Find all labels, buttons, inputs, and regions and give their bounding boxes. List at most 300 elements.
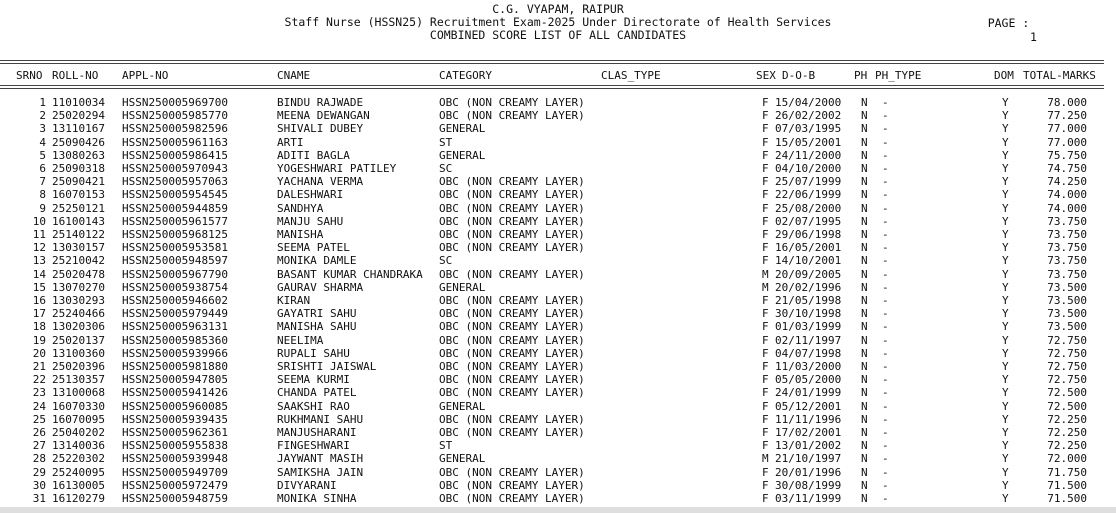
cell-ph-type: -	[882, 267, 889, 281]
table-row	[0, 241, 1116, 254]
cell-ph: N	[861, 96, 868, 109]
cell-dob: 14/10/2001	[775, 254, 842, 268]
cell-cname: MEENA DEWANGAN	[277, 109, 370, 123]
cell-roll: 13020306	[52, 320, 105, 334]
cell-category: OBC (NON CREAMY LAYER)	[439, 320, 585, 334]
cell-dob: 01/03/1999	[775, 320, 842, 334]
cell-dom: Y	[1002, 386, 1009, 400]
cell-dob: 02/07/1995	[775, 214, 842, 228]
cell-ph: N	[861, 452, 868, 466]
cell-srno: 7	[39, 175, 46, 189]
cell-ph-type: -	[882, 492, 889, 505]
cell-category: OBC (NON CREAMY LAYER)	[439, 492, 585, 505]
cell-total: 73.500	[1047, 294, 1087, 307]
cell-appl: HSSN250005954545	[122, 188, 228, 202]
table-row	[0, 162, 1116, 175]
cell-sex: F	[762, 122, 769, 136]
cell-ph: N	[861, 426, 868, 439]
cell-dob: 05/05/2000	[775, 373, 842, 387]
cell-ph-type: -	[882, 201, 889, 215]
cell-sex: F	[762, 333, 769, 347]
cell-appl: HSSN250005985360	[122, 333, 228, 347]
cell-srno: 6	[39, 162, 46, 175]
cell-roll: 25220302	[52, 452, 105, 466]
cell-roll: 13110167	[52, 122, 105, 136]
cell-ph-type: -	[882, 122, 889, 136]
cell-ph: N	[861, 148, 868, 162]
cell-ph-type: -	[882, 188, 889, 202]
cell-cname: MANJU SAHU	[277, 214, 344, 228]
cell-ph-type: -	[882, 373, 889, 387]
cell-dom: Y	[1002, 96, 1009, 109]
cell-category: OBC (NON CREAMY LAYER)	[439, 109, 585, 123]
cell-appl: HSSN250005948597	[122, 254, 228, 268]
cell-dob: 30/10/1998	[775, 307, 842, 321]
cell-dom: Y	[1002, 201, 1009, 215]
cell-cname: JAYWANT MASIH	[277, 452, 364, 466]
cell-sex: F	[762, 307, 769, 321]
cell-cname: SEEMA KURMI	[277, 373, 350, 387]
cell-category: OBC (NON CREAMY LAYER)	[439, 228, 585, 241]
cell-ph: N	[861, 346, 868, 360]
cell-ph-type: -	[882, 96, 889, 109]
cell-total: 72.500	[1047, 399, 1087, 413]
cell-total: 72.000	[1047, 452, 1087, 466]
cell-total: 73.500	[1047, 307, 1087, 321]
cell-total: 72.750	[1047, 373, 1087, 387]
cell-sex: F	[762, 478, 769, 492]
table-row	[0, 373, 1116, 386]
cell-roll: 13100360	[52, 346, 105, 360]
cell-ph: N	[861, 109, 868, 123]
table-row	[0, 466, 1116, 479]
cell-roll: 25090421	[52, 175, 105, 189]
cell-srno: 25	[32, 412, 46, 426]
cell-ph: N	[861, 162, 868, 175]
cell-appl: HSSN250005968125	[122, 228, 228, 241]
table-row	[0, 268, 1116, 281]
cell-sex: F	[762, 412, 769, 426]
cell-category: SC	[439, 254, 453, 268]
cell-dob: 17/02/2001	[775, 426, 842, 439]
cell-cname: SAMIKSHA JAIN	[277, 465, 364, 479]
cell-appl: HSSN250005957063	[122, 175, 228, 189]
cell-dob: 20/09/2005	[775, 267, 842, 281]
cell-sex: F	[762, 241, 769, 255]
cell-total: 74.000	[1047, 188, 1087, 202]
cell-ph: N	[861, 320, 868, 334]
cell-total: 75.750	[1047, 148, 1087, 162]
cell-sex: F	[762, 426, 769, 439]
cell-ph: N	[861, 478, 868, 492]
cell-dom: Y	[1002, 122, 1009, 136]
cell-ph: N	[861, 307, 868, 321]
header-rule-top	[0, 60, 1104, 64]
cell-roll: 16130005	[52, 478, 105, 492]
cell-category: GENERAL	[439, 148, 486, 162]
cell-roll: 25090318	[52, 162, 105, 175]
cell-cname: MANISHA SAHU	[277, 320, 357, 334]
cell-category: OBC (NON CREAMY LAYER)	[439, 307, 585, 321]
table-row	[0, 281, 1116, 294]
cell-total: 72.500	[1047, 386, 1087, 400]
cell-ph: N	[861, 254, 868, 268]
cell-sex: F	[762, 96, 769, 109]
cell-dom: Y	[1002, 214, 1009, 228]
cell-cname: MANJUSHARANI	[277, 426, 357, 439]
cell-dom: Y	[1002, 228, 1009, 241]
cell-dom: Y	[1002, 320, 1009, 334]
cell-appl: HSSN250005979449	[122, 307, 228, 321]
cell-srno: 30	[32, 478, 46, 492]
cell-roll: 13030157	[52, 241, 105, 255]
cell-roll: 25020294	[52, 109, 105, 123]
cell-dob: 04/07/1998	[775, 346, 842, 360]
cell-ph-type: -	[882, 333, 889, 347]
cell-srno: 1	[39, 96, 46, 109]
cell-sex: F	[762, 399, 769, 413]
cell-ph-type: -	[882, 307, 889, 321]
cell-dob: 13/01/2002	[775, 439, 842, 453]
cell-cname: ARTI	[277, 135, 304, 149]
cell-total: 74.250	[1047, 175, 1087, 189]
cell-total: 72.750	[1047, 346, 1087, 360]
cell-total: 72.750	[1047, 333, 1087, 347]
cell-cname: SRISHTI JAISWAL	[277, 360, 377, 373]
cell-cname: FINGESHWARI	[277, 439, 350, 453]
cell-total: 72.250	[1047, 412, 1087, 426]
cell-appl: HSSN250005948759	[122, 492, 228, 505]
cell-sex: F	[762, 135, 769, 149]
table-row	[0, 149, 1116, 162]
col-dom: DOM	[994, 69, 1014, 82]
cell-srno: 23	[32, 386, 46, 400]
cell-appl: HSSN250005939948	[122, 452, 228, 466]
cell-sex: F	[762, 346, 769, 360]
cell-srno: 26	[32, 426, 46, 439]
cell-sex: F	[762, 373, 769, 387]
cell-sex: F	[762, 386, 769, 400]
cell-dom: Y	[1002, 439, 1009, 453]
cell-dom: Y	[1002, 360, 1009, 373]
cell-dom: Y	[1002, 426, 1009, 439]
cell-ph-type: -	[882, 135, 889, 149]
cell-total: 71.500	[1047, 478, 1087, 492]
cell-roll: 25040202	[52, 426, 105, 439]
col-ph: PH	[854, 69, 868, 82]
cell-appl: HSSN250005955838	[122, 439, 228, 453]
cell-total: 73.750	[1047, 214, 1087, 228]
col-cname: CNAME	[277, 69, 311, 82]
cell-cname: GAURAV SHARMA	[277, 280, 364, 294]
cell-roll: 25130357	[52, 373, 105, 387]
cell-category: GENERAL	[439, 399, 486, 413]
cell-ph: N	[861, 465, 868, 479]
table-row	[0, 452, 1116, 465]
cell-roll: 25140122	[52, 228, 105, 241]
cell-cname: MONIKA DAMLE	[277, 254, 357, 268]
cell-roll: 25240466	[52, 307, 105, 321]
cell-dob: 15/05/2001	[775, 135, 842, 149]
cell-ph-type: -	[882, 452, 889, 466]
cell-category: OBC (NON CREAMY LAYER)	[439, 333, 585, 347]
cell-srno: 4	[39, 135, 46, 149]
cell-ph: N	[861, 399, 868, 413]
cell-appl: HSSN250005953581	[122, 241, 228, 255]
org-title: C.G. VYAPAM, RAIPUR	[492, 2, 624, 16]
cell-sex: F	[762, 492, 769, 505]
cell-roll: 25240095	[52, 465, 105, 479]
cell-roll: 25020396	[52, 360, 105, 373]
cell-total: 72.250	[1047, 439, 1087, 453]
cell-ph: N	[861, 280, 868, 294]
cell-ph-type: -	[882, 412, 889, 426]
cell-category: OBC (NON CREAMY LAYER)	[439, 96, 585, 109]
cell-dom: Y	[1002, 294, 1009, 307]
cell-total: 74.750	[1047, 162, 1087, 175]
col-clas-type: CLAS_TYPE	[601, 69, 661, 82]
page-number: 1	[1030, 30, 1037, 44]
column-header-row	[0, 69, 1116, 82]
table-row	[0, 307, 1116, 320]
cell-cname: BINDU RAJWADE	[277, 96, 364, 109]
cell-dom: Y	[1002, 373, 1009, 387]
cell-total: 71.500	[1047, 492, 1087, 505]
cell-category: OBC (NON CREAMY LAYER)	[439, 426, 585, 439]
cell-ph-type: -	[882, 360, 889, 373]
cell-ph: N	[861, 122, 868, 136]
page-label: PAGE :	[987, 16, 1030, 30]
col-ph-type: PH_TYPE	[875, 69, 922, 82]
cell-sex: F	[762, 360, 769, 373]
cell-dob: 25/08/2000	[775, 201, 842, 215]
cell-dob: 26/02/2002	[775, 109, 842, 123]
cell-dob: 15/04/2000	[775, 96, 842, 109]
cell-category: SC	[439, 162, 453, 175]
cell-dom: Y	[1002, 280, 1009, 294]
cell-cname: KIRAN	[277, 294, 311, 307]
table-row	[0, 347, 1116, 360]
cell-category: OBC (NON CREAMY LAYER)	[439, 214, 585, 228]
cell-appl: HSSN250005938754	[122, 280, 228, 294]
table-row	[0, 413, 1116, 426]
cell-appl: HSSN250005962361	[122, 426, 228, 439]
cell-sex: F	[762, 294, 769, 307]
cell-srno: 17	[32, 307, 46, 321]
cell-sex: F	[762, 465, 769, 479]
cell-appl: HSSN250005981880	[122, 360, 228, 373]
cell-dom: Y	[1002, 254, 1009, 268]
cell-srno: 5	[39, 148, 46, 162]
page-edge	[0, 507, 1116, 513]
cell-ph: N	[861, 439, 868, 453]
cell-ph-type: -	[882, 162, 889, 175]
cell-category: ST	[439, 439, 453, 453]
cell-cname: RUKHMANI SAHU	[277, 412, 364, 426]
cell-cname: DIVYARANI	[277, 478, 337, 492]
cell-srno: 10	[32, 214, 46, 228]
cell-dob: 22/06/1999	[775, 188, 842, 202]
cell-ph-type: -	[882, 175, 889, 189]
table-row	[0, 439, 1116, 452]
cell-roll: 16070095	[52, 412, 105, 426]
cell-total: 72.250	[1047, 426, 1087, 439]
cell-appl: HSSN250005960085	[122, 399, 228, 413]
cell-sex: F	[762, 148, 769, 162]
table-row	[0, 492, 1116, 505]
cell-dom: Y	[1002, 452, 1009, 466]
cell-appl: HSSN250005939966	[122, 346, 228, 360]
cell-ph-type: -	[882, 228, 889, 241]
cell-roll: 16100143	[52, 214, 105, 228]
table-row	[0, 122, 1116, 135]
cell-category: OBC (NON CREAMY LAYER)	[439, 465, 585, 479]
cell-roll: 13100068	[52, 386, 105, 400]
header-rule-bottom	[0, 85, 1104, 89]
cell-sex: F	[762, 228, 769, 241]
table-row	[0, 479, 1116, 492]
cell-ph: N	[861, 373, 868, 387]
cell-ph: N	[861, 412, 868, 426]
cell-category: OBC (NON CREAMY LAYER)	[439, 267, 585, 281]
cell-category: OBC (NON CREAMY LAYER)	[439, 294, 585, 307]
cell-srno: 18	[32, 320, 46, 334]
cell-ph: N	[861, 492, 868, 505]
cell-dob: 29/06/1998	[775, 228, 842, 241]
cell-dob: 04/10/2000	[775, 162, 842, 175]
cell-category: GENERAL	[439, 280, 486, 294]
cell-category: OBC (NON CREAMY LAYER)	[439, 412, 585, 426]
cell-srno: 19	[32, 333, 46, 347]
cell-ph: N	[861, 360, 868, 373]
cell-sex: F	[762, 162, 769, 175]
table-row	[0, 360, 1116, 373]
col-roll: ROLL-NO	[52, 69, 99, 82]
cell-category: GENERAL	[439, 122, 486, 136]
table-row	[0, 202, 1116, 215]
cell-roll: 16070153	[52, 188, 105, 202]
cell-srno: 20	[32, 346, 46, 360]
cell-ph-type: -	[882, 280, 889, 294]
table-row	[0, 136, 1116, 149]
cell-cname: DALESHWARI	[277, 188, 344, 202]
cell-ph-type: -	[882, 439, 889, 453]
cell-roll: 13080263	[52, 148, 105, 162]
table-row	[0, 400, 1116, 413]
cell-dom: Y	[1002, 346, 1009, 360]
cell-srno: 2	[39, 109, 46, 123]
cell-appl: HSSN250005972479	[122, 478, 228, 492]
cell-dom: Y	[1002, 148, 1009, 162]
cell-dob: 11/03/2000	[775, 360, 842, 373]
cell-srno: 22	[32, 373, 46, 387]
cell-dom: Y	[1002, 162, 1009, 175]
cell-total: 73.750	[1047, 228, 1087, 241]
cell-ph-type: -	[882, 294, 889, 307]
cell-cname: YACHANA VERMA	[277, 175, 364, 189]
cell-dob: 25/07/1999	[775, 175, 842, 189]
cell-srno: 24	[32, 399, 46, 413]
cell-dob: 03/11/1999	[775, 492, 842, 505]
table-row	[0, 426, 1116, 439]
cell-ph: N	[861, 228, 868, 241]
cell-ph: N	[861, 175, 868, 189]
cell-cname: MANISHA	[277, 228, 324, 241]
table-row	[0, 320, 1116, 333]
cell-sex: F	[762, 439, 769, 453]
cell-total: 71.750	[1047, 465, 1087, 479]
cell-dob: 20/01/1996	[775, 465, 842, 479]
cell-sex: F	[762, 201, 769, 215]
cell-total: 73.750	[1047, 267, 1087, 281]
cell-ph: N	[861, 333, 868, 347]
cell-srno: 29	[32, 465, 46, 479]
cell-category: GENERAL	[439, 452, 486, 466]
cell-category: OBC (NON CREAMY LAYER)	[439, 346, 585, 360]
cell-cname: BASANT KUMAR CHANDRAKA	[277, 267, 423, 281]
cell-total: 72.750	[1047, 360, 1087, 373]
cell-appl: HSSN250005967790	[122, 267, 228, 281]
cell-dob: 11/11/1996	[775, 412, 842, 426]
cell-ph-type: -	[882, 426, 889, 439]
cell-dom: Y	[1002, 399, 1009, 413]
cell-dom: Y	[1002, 492, 1009, 505]
cell-ph-type: -	[882, 214, 889, 228]
cell-dom: Y	[1002, 307, 1009, 321]
cell-sex: F	[762, 188, 769, 202]
cell-total: 73.750	[1047, 241, 1087, 255]
cell-ph-type: -	[882, 465, 889, 479]
cell-dom: Y	[1002, 135, 1009, 149]
cell-roll: 16070330	[52, 399, 105, 413]
col-dob: D-O-B	[782, 69, 816, 82]
cell-dob: 16/05/2001	[775, 241, 842, 255]
cell-roll: 11010034	[52, 96, 105, 109]
cell-appl: HSSN250005939435	[122, 412, 228, 426]
cell-roll: 25250121	[52, 201, 105, 215]
cell-category: OBC (NON CREAMY LAYER)	[439, 478, 585, 492]
cell-dom: Y	[1002, 412, 1009, 426]
cell-appl: HSSN250005982596	[122, 122, 228, 136]
cell-appl: HSSN250005949709	[122, 465, 228, 479]
cell-srno: 31	[32, 492, 46, 505]
cell-srno: 28	[32, 452, 46, 466]
cell-ph: N	[861, 386, 868, 400]
table-row	[0, 386, 1116, 399]
col-total: TOTAL-MARKS	[1023, 69, 1096, 82]
cell-total: 78.000	[1047, 96, 1087, 109]
cell-srno: 15	[32, 280, 46, 294]
cell-dom: Y	[1002, 333, 1009, 347]
cell-total: 74.000	[1047, 201, 1087, 215]
table-row	[0, 254, 1116, 267]
cell-dob: 05/12/2001	[775, 399, 842, 413]
cell-ph-type: -	[882, 399, 889, 413]
cell-dom: Y	[1002, 109, 1009, 123]
cell-sex: F	[762, 254, 769, 268]
cell-srno: 8	[39, 188, 46, 202]
cell-srno: 14	[32, 267, 46, 281]
table-row	[0, 334, 1116, 347]
cell-srno: 13	[32, 254, 46, 268]
col-category: CATEGORY	[439, 69, 492, 82]
cell-cname: RUPALI SAHU	[277, 346, 350, 360]
cell-ph: N	[861, 135, 868, 149]
cell-appl: HSSN250005941426	[122, 386, 228, 400]
cell-sex: F	[762, 175, 769, 189]
cell-dob: 24/01/1999	[775, 386, 842, 400]
cell-cname: MONIKA SINHA	[277, 492, 357, 505]
